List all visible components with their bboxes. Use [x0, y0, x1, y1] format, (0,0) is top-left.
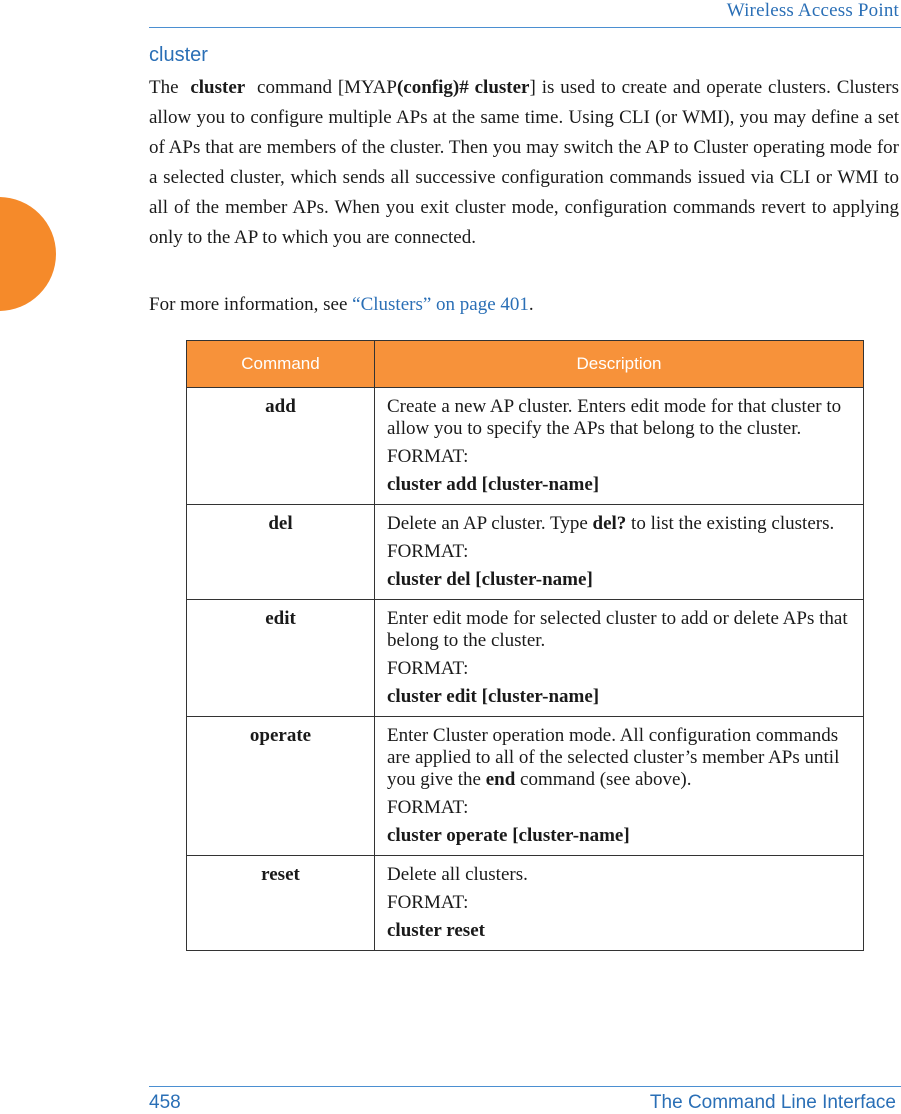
description-cell	[375, 600, 864, 717]
format-command: cluster reset	[387, 920, 485, 941]
chapter-title: The Command Line Interface	[649, 1092, 896, 1113]
description-cell	[375, 505, 864, 600]
page-number: 458	[149, 1092, 181, 1113]
footer-rule	[149, 1086, 901, 1087]
config-prompt-term: (config)# cluster	[396, 77, 530, 98]
clusters-page-link[interactable]: “Clusters” on page 401	[352, 294, 529, 315]
cluster-command-term: cluster	[190, 77, 246, 98]
format-command: cluster operate [cluster-name]	[387, 825, 630, 846]
cluster-commands-table	[186, 340, 864, 951]
description-text: Enter Cluster operation mode. All configuration commands are applied to all of the selected cluster’s member APs until you give the end command (see above).	[387, 725, 840, 790]
table-row-del	[187, 505, 864, 600]
description-cell	[375, 717, 864, 856]
description-text: Create a new AP cluster. Enters edit mode for that cluster to allow you to specify the APs that belong to the cluster.	[387, 396, 842, 439]
table-row-reset	[187, 856, 864, 951]
command-cell: edit	[187, 600, 375, 717]
format-command: cluster del [cluster-name]	[387, 569, 593, 590]
format-label: FORMAT:	[387, 892, 469, 913]
header-rule	[149, 27, 901, 28]
description-cell	[375, 388, 864, 505]
format-label: FORMAT:	[387, 446, 469, 467]
chapter-tab-marker	[0, 197, 56, 311]
header-description: Description	[375, 341, 864, 388]
command-cell: operate	[187, 717, 375, 856]
format-command: cluster add [cluster-name]	[387, 474, 600, 495]
description-text: Delete all clusters.	[387, 864, 528, 885]
section-title: cluster	[149, 44, 208, 66]
command-cell: add	[187, 388, 375, 505]
intro-paragraph: The cluster command [MYAP(config)# cluster] is used to create and operate clusters. Clusters allow you to configure multiple APs at the same time. Using CLI (or WMI), you may define a set of APs that are members of the cluster. Then you may switch the AP to Cluster operating mode for a selected cluster, which sends all successive configuration commands issued via CLI or WMI to all of the member APs. When you exit cluster mode, configuration commands revert to applying only to the AP to which you are connected.	[149, 77, 900, 248]
format-label: FORMAT:	[387, 658, 469, 679]
table-row-add	[187, 388, 864, 505]
running-header-title: Wireless Access Point	[726, 0, 899, 21]
description-cell	[375, 856, 864, 951]
header-command: Command	[187, 341, 375, 388]
command-cell: reset	[187, 856, 375, 951]
description-text: Delete an AP cluster. Type del? to list the existing clusters.	[387, 513, 835, 534]
format-label: FORMAT:	[387, 797, 469, 818]
command-cell: del	[187, 505, 375, 600]
description-text: Enter edit mode for selected cluster to add or delete APs that belong to the cluster.	[387, 608, 848, 651]
format-label: FORMAT:	[387, 541, 469, 562]
table-row-edit	[187, 600, 864, 717]
table-row-operate	[187, 717, 864, 856]
format-command: cluster edit [cluster-name]	[387, 686, 600, 707]
table-header-row	[187, 341, 864, 388]
more-info-paragraph: For more information, see “Clusters” on page 401.	[149, 294, 534, 315]
